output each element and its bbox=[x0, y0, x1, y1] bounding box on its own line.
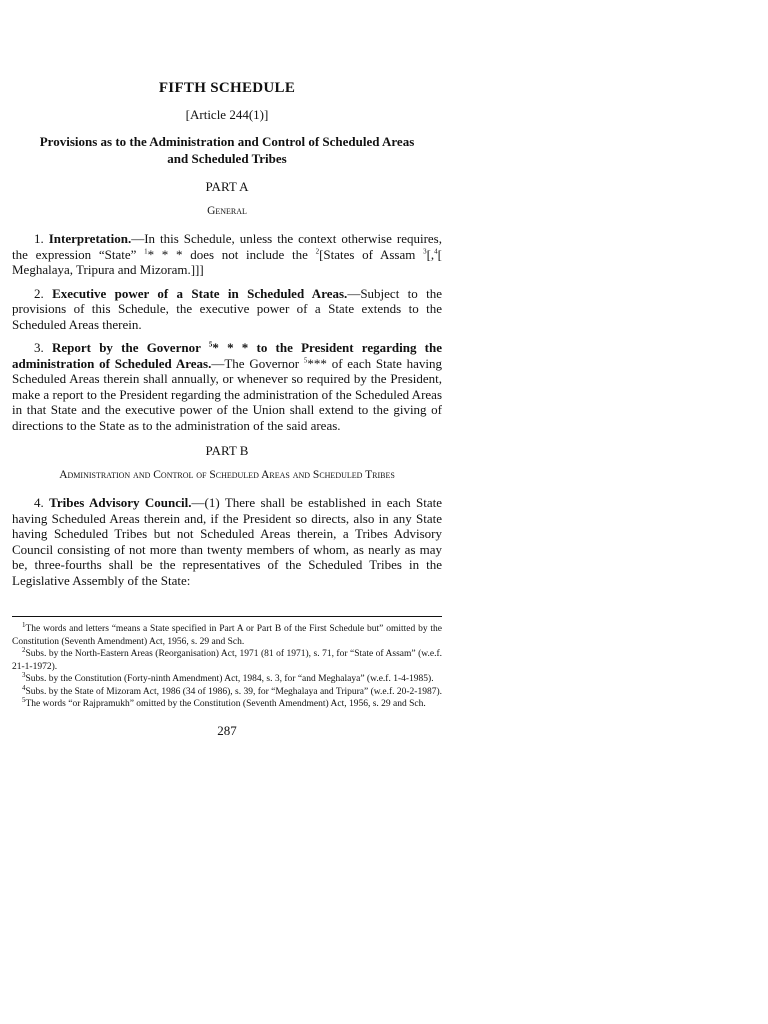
footnote-text: The words “or Rajpramukh” omitted by the Constitution (Seventh Amendment) Act, 1956, s. 29 and Sch. bbox=[25, 699, 426, 709]
footnotes bbox=[12, 620, 443, 711]
footnote-4 bbox=[12, 683, 443, 699]
document-page bbox=[12, 80, 442, 739]
article-reference: [Article 244(1)] bbox=[185, 107, 269, 122]
part-b-title: PART B bbox=[205, 443, 249, 458]
subtitle-line-1: Provisions as to the Administration and Control of Scheduled Areas bbox=[39, 134, 415, 149]
para-text: [, bbox=[426, 246, 435, 262]
para-text: —(1) There shall be established in each State having Scheduled Areas therein and, if the President so directs, also in any State having Scheduled Tribes but not Scheduled Areas therein, a Tribes Advisory Council consisting of not more than twenty members of whom, as nearly as may be, three-fourths shall be the representatives of the Scheduled Tribes in the Legislative Assembly of the State: bbox=[12, 495, 442, 588]
footnote-number: 5 bbox=[22, 695, 26, 704]
footnote-2 bbox=[12, 645, 442, 673]
footnote-number: 3 bbox=[22, 670, 26, 679]
paragraph-4-tribes-advisory-council bbox=[12, 495, 442, 588]
footnote-5 bbox=[12, 695, 442, 711]
footnote-text: Subs. by the Constitution (Forty-ninth Amendment) Act, 1984, s. 3, for “and Meghalaya” (w.e.f. 1-4-1985). bbox=[25, 674, 434, 684]
para-heading: Tribes Advisory Council. bbox=[49, 495, 192, 510]
para-number: 1. bbox=[34, 231, 49, 246]
footnote-1 bbox=[12, 620, 442, 648]
footnote-3 bbox=[12, 670, 442, 686]
para-text: [States of Assam bbox=[319, 246, 424, 262]
footnote-ref: 3 bbox=[423, 247, 427, 256]
page-number: 287 bbox=[217, 722, 237, 738]
para-number: 3. bbox=[34, 340, 52, 355]
para-heading-part: Report by the Governor bbox=[51, 340, 209, 355]
footnote-ref: 4 bbox=[434, 247, 438, 256]
footnote-text: Subs. by the North-Eastern Areas (Reorganisation) Act, 1971 (81 of 1971), s. 71, for “State of Assam” (w.e.f. 21-1-1972). bbox=[12, 649, 442, 672]
para-text: * * * does not include the bbox=[147, 246, 316, 262]
schedule-subtitle bbox=[12, 133, 442, 167]
para-number: 2. bbox=[34, 285, 53, 301]
footnote-ref: 1 bbox=[144, 247, 148, 256]
paragraph-2-executive-power bbox=[12, 286, 442, 333]
footnote-text: Subs. by the State of Mizoram Act, 1986 (34 of 1986), s. 39, for “Meghalaya and Tripura” (w.e.f. 20-2-1987). bbox=[25, 686, 443, 697]
part-b-heading: Administration and Control of Scheduled Areas and Scheduled Tribes bbox=[59, 469, 395, 481]
footnote-ref: 2 bbox=[315, 247, 320, 256]
schedule-title: FIFTH SCHEDULE bbox=[158, 80, 296, 96]
footnote-text: The words and letters “means a State specified in Part A or Part B of the First Schedule but” omitted by the Constitution (Seventh Amendment) Act, 1956, s. 29 and Sch. bbox=[12, 624, 442, 647]
footnote-number: 4 bbox=[22, 683, 26, 692]
footnote-number: 2 bbox=[22, 645, 26, 654]
para-text: —In this Schedule, unless the context otherwise requires, the expression “State” bbox=[12, 231, 442, 262]
paragraph-1-interpretation bbox=[12, 231, 442, 278]
para-text: [ Meghalaya, Tripura and Mizoram.]]] bbox=[12, 246, 442, 277]
footnote-number: 1 bbox=[22, 620, 26, 629]
para-heading: Interpretation. bbox=[48, 231, 132, 246]
subtitle-line-2: and Scheduled Tribes bbox=[167, 151, 287, 166]
para-text: *** of each State having Scheduled Areas therein shall annually, or whenever so required by the President, make a report to the President regarding the administration of the Scheduled Areas in that State and the executive power of the Union shall extend to the giving of directions to the State as to the administration of the said areas. bbox=[12, 355, 443, 433]
para-text: —Subject to the provisions of this Schedule, the executive power of a State extends to the Scheduled Areas therein. bbox=[12, 285, 442, 332]
part-a-title: PART A bbox=[205, 179, 249, 194]
footnote-ref: 5 bbox=[208, 340, 213, 349]
para-number: 4. bbox=[34, 495, 50, 510]
footnote-divider bbox=[12, 616, 442, 617]
footnote-ref: 5 bbox=[303, 356, 308, 365]
para-heading-part: * * * to the President regarding the administration of Scheduled Areas. bbox=[12, 340, 443, 371]
para-text: —The Governor bbox=[211, 355, 304, 371]
para-heading: Executive power of a State in Scheduled Areas. bbox=[52, 285, 348, 301]
part-a-heading: General bbox=[207, 205, 247, 217]
paragraph-3-report-by-governor bbox=[12, 340, 442, 433]
